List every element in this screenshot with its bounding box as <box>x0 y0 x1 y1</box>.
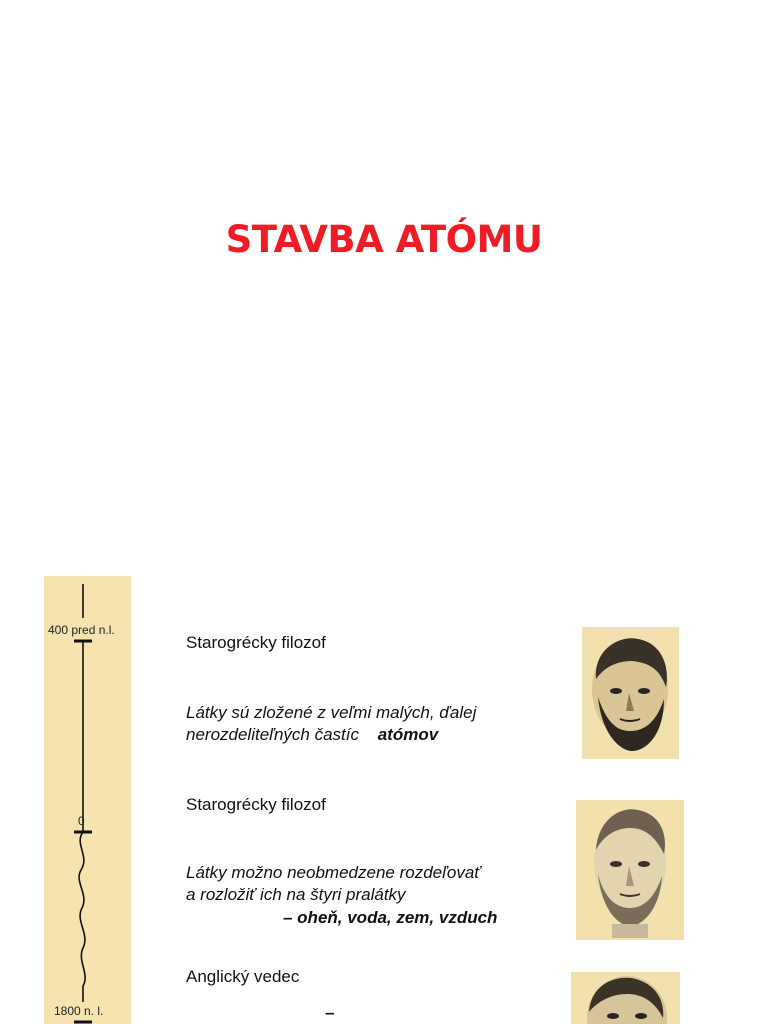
timeline <box>44 576 131 1024</box>
entry-2-emphasis: – oheň, voda, zem, vzduch <box>283 908 498 927</box>
entry-2-statement-line2: a rozložiť ich na štyri pralátky <box>186 885 406 904</box>
timeline-label-zero: 0 <box>78 814 85 828</box>
slide-title: STAVBA ATÓMU <box>225 218 543 261</box>
scientist-portrait-icon <box>571 972 680 1024</box>
philosopher-bust-portrait-icon <box>582 627 679 759</box>
entry-1-statement-line2: nerozdeliteľných častíc <box>186 725 359 744</box>
entry-1-statement-line2-wrap <box>186 724 438 746</box>
timeline-label-1800ad: 1800 n. l. <box>54 1004 104 1018</box>
philosopher-bust-portrait-icon <box>576 800 684 940</box>
entry-2-statement-line1: Látky možno neobmedzene rozdeľovať <box>186 863 481 882</box>
entry-3-emphasis: – <box>325 1003 335 1022</box>
timeline-axis <box>44 576 131 1024</box>
entry-1-emphasis: atómov <box>377 725 439 744</box>
entry-2-role: Starogrécky filozof <box>186 795 326 814</box>
entry-1-statement-line1: Látky sú zložené z veľmi malých, ďalej <box>186 703 477 722</box>
entry-3-role: Anglický vedec <box>186 967 300 986</box>
entry-1-role: Starogrécky filozof <box>186 633 326 652</box>
timeline-label-400bc: 400 pred n.l. <box>48 623 115 637</box>
